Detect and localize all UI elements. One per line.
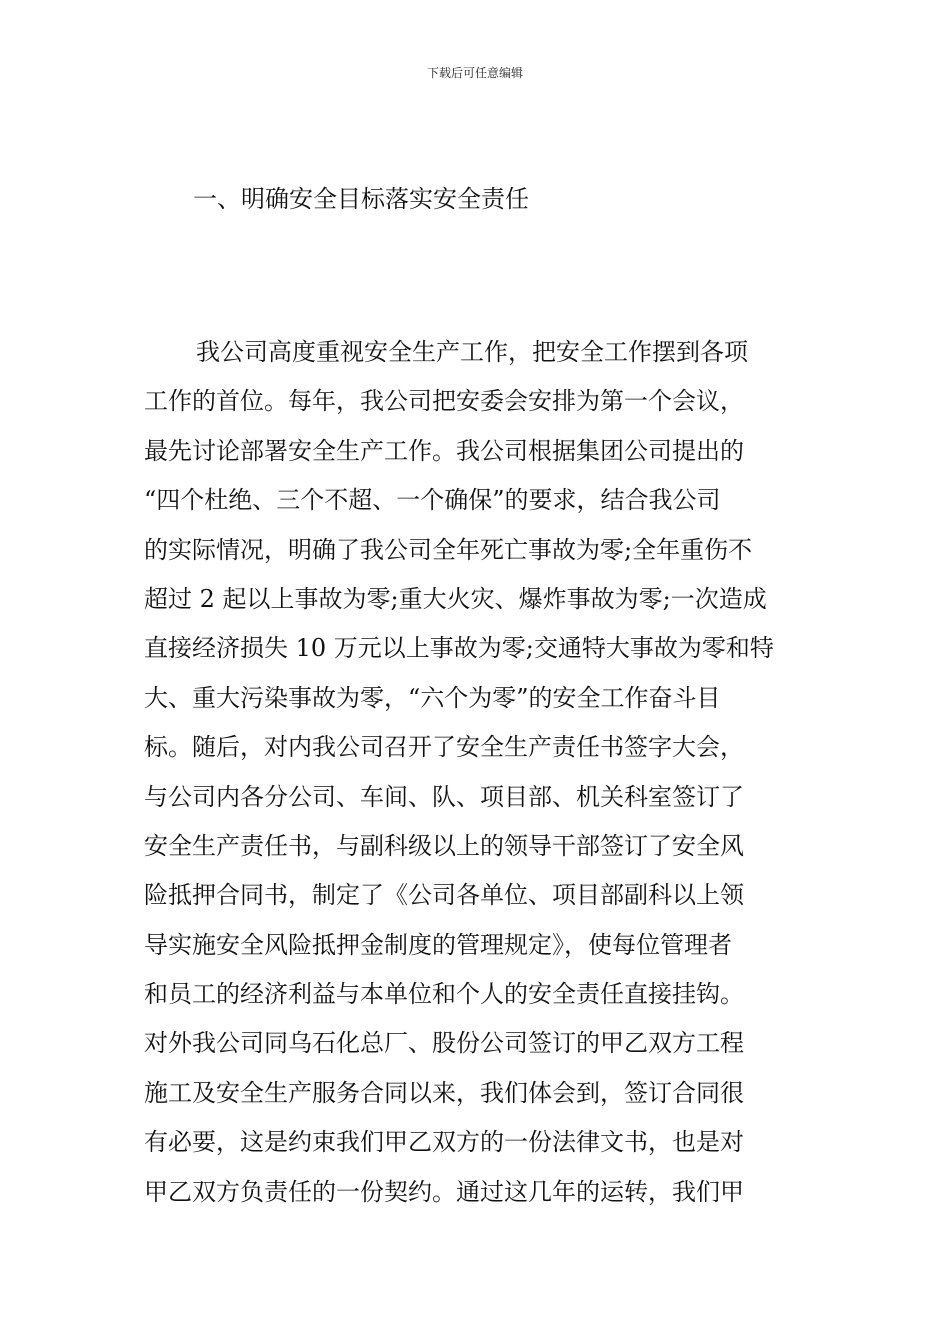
paragraph-line: 标。随后，对内我公司召开了安全生产责任书签字大会， [144,733,744,762]
paragraph-line: 与公司内各分公司、车间、队、项目部、机关科室签订了 [144,782,744,811]
paragraph-line: “四个杜绝、三个不超、一个确保”的要求，结合我公司 [144,486,721,515]
paragraph-line: 对外我公司同乌石化总厂、股份公司签订的甲乙双方工程 [144,1029,744,1058]
paragraph-line: 导实施安全风险抵押金制度的管理规定》，使每位管理者 [144,930,732,959]
paragraph-line: 我公司高度重视安全生产工作，把安全工作摆到各项 [196,338,748,366]
paragraph-line: 险抵押合同书，制定了《公司各单位、项目部副科以上领 [144,881,744,910]
page-header: 下载后可任意编辑 [426,66,523,80]
paragraph-line: 甲乙双方负责任的一份契约。通过这几年的运转，我们甲 [144,1177,744,1206]
paragraph-line: 的实际情况，明确了我公司全年死亡事故为零;全年重伤不 [144,535,753,564]
paragraph-line: 大、重大污染事故为零，“六个为零”的安全工作奋斗目 [144,683,721,712]
paragraph-line: 有必要，这是约束我们甲乙双方的一份法律文书，也是对 [144,1128,744,1157]
paragraph-line: 安全生产责任书，与副科级以上的领导干部签订了安全风 [144,831,744,860]
paragraph-line: 超过 2 起以上事故为零;重大火灾、爆炸事故为零;一次造成 [144,584,767,613]
paragraph-line: 最先讨论部署安全生产工作。我公司根据集团公司提出的 [144,436,744,465]
section-heading: 一、明确安全目标落实安全责任 [193,185,529,213]
paragraph-line: 和员工的经济利益与本单位和个人的安全责任直接挂钩。 [144,980,744,1009]
paragraph-line: 工作的首位。每年，我公司把安委会安排为第一个会议， [144,387,744,416]
paragraph-line: 直接经济损失 10 万元以上事故为零;交通特大事故为零和特 [144,634,774,663]
paragraph-line: 施工及安全生产服务合同以来，我们体会到，签订合同很 [144,1078,744,1107]
body-paragraph [144,328,814,1217]
